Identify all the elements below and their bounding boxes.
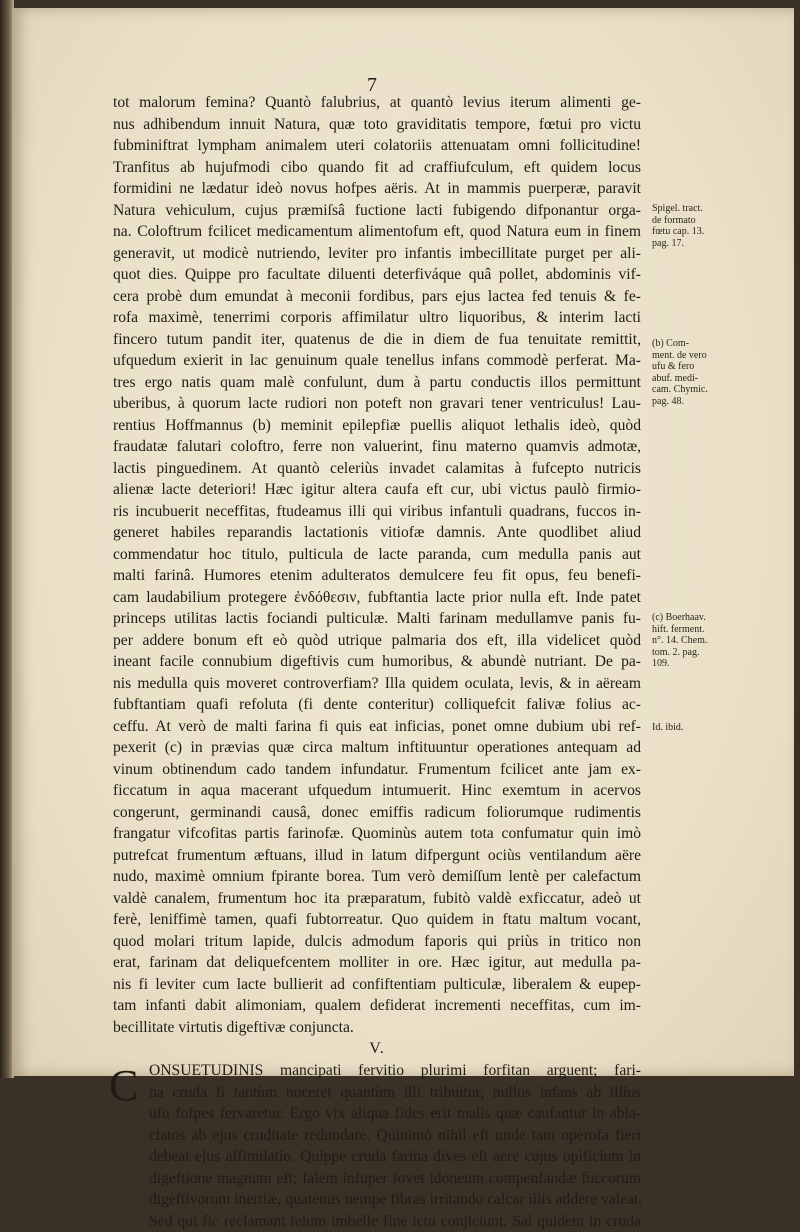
margin-note-line: (c) Boerhaav. <box>652 612 762 624</box>
text-line: ufquedum exierit in lac genuinum quale tenellus infans commodè perferat. Ma- <box>113 350 641 372</box>
text-line: fraudatæ falutari coloftro, ferre non valuerint, finu materno quamvis admotæ, <box>113 436 641 458</box>
text-line: tam infanti dabit alimoniam, qualem defiderat incrementi neceffitas, cum im- <box>113 995 641 1017</box>
text-line: ceffu. At verò de malti farina fi quis eat inficias, ponet omne dubium ubi ref- <box>113 716 641 738</box>
text-line: pexerit (c) in prævias quæ circa maltum inftituuntur operationes antequam ad <box>113 737 641 759</box>
margin-note-line: tom. 2. pag. <box>652 647 762 659</box>
text-line: tres ergo natis quam malè confulunt, dum à partu conductis illos permittunt <box>113 372 641 394</box>
margin-note-line: pag. 48. <box>652 396 762 408</box>
text-line: fincero tutum pandit iter, quatenus de die in diem de fua tenuitate remittit, <box>113 329 641 351</box>
text-line: tot malorum femina? Quantò falubrius, at quantò levius iterum alimenti ge- <box>113 92 641 114</box>
margin-note-line: cam. Chymic. <box>652 384 762 396</box>
text-line: becillitate virtutis digeftivæ conjuncta. <box>113 1017 641 1039</box>
margin-note-line: Spigel. tract. <box>652 203 762 215</box>
text-line: ufu fofpes fervaretur. Ergo vix aliqua fides erit malis quæ caufantur in abla- <box>113 1103 641 1125</box>
text-line: Tranfitus ab hujufmodi cibo quando fit ad craffiufculum, eft quidem locus <box>113 157 641 179</box>
text-line: digeftione magnum eft; falem infuper fovet idoneum compenfandæ fuccorum <box>113 1168 641 1190</box>
text-line: generet habiles reparandis lactationis vitiofæ damnis. Ante quodlibet aliud <box>113 522 641 544</box>
margin-note-spigel <box>652 203 762 249</box>
margin-note-hoffmann <box>652 338 762 407</box>
margin-note-line: abuf. medi- <box>652 373 762 385</box>
margin-note-line: hift. ferment. <box>652 624 762 636</box>
text-line: frangatur vifcofitas partis farinofæ. Quominùs autem tota confumatur quin imò <box>113 823 641 845</box>
text-line: cera probè dum emundat à meconii fordibus, pars ejus lactea fed tenuis & fe- <box>113 286 641 308</box>
text-line: quot dies. Quippe pro facultate diluenti deterfiváque quâ pollet, abdominis vif- <box>113 264 641 286</box>
text-line: princeps utilitas lactis fociandi pulticulæ. Malti farinam medullamve panis fu- <box>113 608 641 630</box>
text-line: formidini ne lædatur ideò novus hofpes aëris. At in mammis puerperæ, paravit <box>113 178 641 200</box>
main-text <box>113 92 641 1232</box>
margin-note-line: Id. ibid. <box>652 722 762 734</box>
text-line: fubminiftrat lympham animalem uteri colatoriis attenuatam omni follicitudine! <box>113 135 641 157</box>
text-line: quod molari tritum lapide, dulcis admodum faporis qui priùs in tritico non <box>113 931 641 953</box>
margin-note-line: de formato <box>652 215 762 227</box>
text-line: nus adhibendum innuit Natura, quæ toto graviditatis tempore, fœtui pro victu <box>113 114 641 136</box>
drop-cap: C <box>109 1064 138 1108</box>
text-line: Natura vehiculum, cujus præmiſsâ fuctione lacti fubigendo difponantur orga- <box>113 200 641 222</box>
text-line: generavit, ut modicè nutriendo, leviter pro infantis imbecillitate purget per ali- <box>113 243 641 265</box>
text-line: commendatur hoc titulo, pulticula de lacte paranda, cum medulla panis aut <box>113 544 641 566</box>
text-line: Sed qui fic reclamant telum imbelle fine ictu conjiciunt. Sal quidem in cruda <box>113 1211 641 1232</box>
text-line: ris incubuerit neceffitas, ftudeamus illi qui viribus infantuli quadrans, fuccos in- <box>113 501 641 523</box>
text-line: erat, farinam dat deliquefcentem molliter in ore. Hæc igitur, aut medulla pa- <box>113 952 641 974</box>
text-line: per addere bonum eft eò quòd utrique palmaria dos eft, illa videlicet quòd <box>113 630 641 652</box>
text-line: vinum obtinendum cado tandem infundatur. Frumentum fcilicet ante jam ex- <box>113 759 641 781</box>
text-line: nis medulla quis moveret controverfiam? Illa quidem oculata, levis, & in aëream <box>113 673 641 695</box>
text-line: valdè canalem, frumentum hoc ita præparatum, fubitò valdè exficcatur, adeò ut <box>113 888 641 910</box>
text-line: malti farinâ. Humores etenim adulteratos demulcere feu fit opus, feu benefi- <box>113 565 641 587</box>
margin-note-line: ment. de vero <box>652 350 762 362</box>
text-line: ficcatum in aqua macerant ufquedum intumuerit. Hinc exemtum in acervos <box>113 780 641 802</box>
margin-note-line: pag. 17. <box>652 238 762 250</box>
text-line: putrefcat frumentum æftuans, illud in latum difpergunt ociùs ventilandum aëre <box>113 845 641 867</box>
page-number: 7 <box>367 74 377 97</box>
book-page <box>12 8 794 1076</box>
text-line: rofa maximè, tenerrimi corporis affimilatur ultro liquoribus, & interim lacti <box>113 307 641 329</box>
text-line: rentius Hoffmannus (b) meminit epilepfiæ puellis aliquot lethalis ideò, quòd <box>113 415 641 437</box>
text-line: congerunt, germinandi causâ, donec emiffis radicum foliorumque rudimentis <box>113 802 641 824</box>
text-line: nis fi leviter cum lacte bullierit ad confiftentiam pulticulæ, liberalem & eupep- <box>113 974 641 996</box>
margin-note-line: 109. <box>652 658 762 670</box>
text-line: ONSUETUDINIS mancipati fervitio plurimi forfitan arguent; fari- <box>113 1060 641 1082</box>
margin-note-line: n°. 14. Chem. <box>652 635 762 647</box>
section-heading: V. <box>113 1038 641 1060</box>
margin-note-line: (b) Com- <box>652 338 762 350</box>
text-line: ferè, leniffimè tamen, quafi fubtorreatur. Quo quidem in ftatu maltum vocant, <box>113 909 641 931</box>
text-line: ineant facile connubium digeftivis cum humoribus, & abundè nutriant. De pa- <box>113 651 641 673</box>
text-line: debeat ejus affimilatio. Quippe cruda farina dives eft aëre cujus opificium in <box>113 1146 641 1168</box>
text-line: ctatos ab ejus cruditate redundare. Quinimò nihil eft unde tam operofa fieri <box>113 1125 641 1147</box>
text-line: lactis pinguedinem. At quantò celeriùs invadet calamitas à fufcepto nutricis <box>113 458 641 480</box>
text-line: uberibus, à quorum lacte rudiori non poteft non gravari tener ventriculus! Lau- <box>113 393 641 415</box>
margin-note-id-ibid <box>652 722 762 734</box>
text-line: alienæ lacte deteriori! Hæc igitur altera caufa eft cur, ubi victus paulò firmio- <box>113 479 641 501</box>
text-line: fubftantiam quafi refoluta (fi dente conteritur) colliquefcit falivæ folius ac- <box>113 694 641 716</box>
paragraph-2 <box>113 1060 641 1232</box>
margin-note-line: ufu & fero <box>652 361 762 373</box>
text-line: na cruda fi tantùm noceret quantùm illi tribuitur, nullus infans ab illius <box>113 1082 641 1104</box>
margin-note-boerhaave <box>652 612 762 670</box>
text-line: nudo, maximè omnium fpirante borea. Tum verò demiſſum lentè per calefactum <box>113 866 641 888</box>
text-line: na. Coloftrum fcilicet medicamentum alimentofum eft, quod Natura eum in finem <box>113 221 641 243</box>
text-line: digeftivorum inertiæ, quatenus nempe fibras irritando calcar illis addere valeat. <box>113 1189 641 1211</box>
margin-note-line: fœtu cap. 13. <box>652 226 762 238</box>
text-line: cam laudabilium protegere ἐνδόθεσιν, fubftantia lacte prior nulla eft. Inde patet <box>113 587 641 609</box>
paragraph-1 <box>113 92 641 1038</box>
